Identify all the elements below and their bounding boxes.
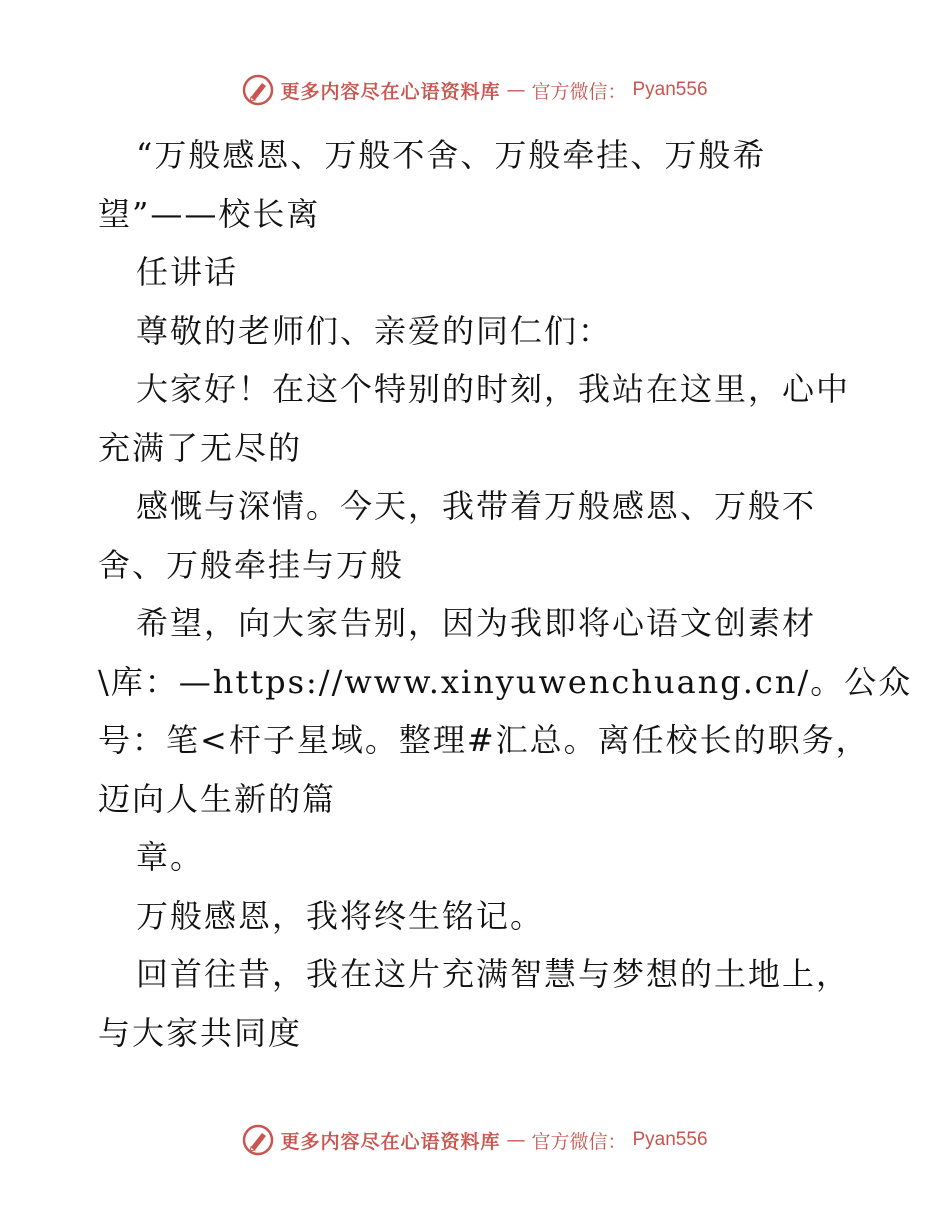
watermark-dash: —	[506, 1129, 526, 1151]
text-line: \库：—https://www.xinyuwenchuang.cn/。公众	[98, 662, 913, 701]
text-line: 希望，向大家告别，因为我即将心语文创素材	[136, 604, 817, 642]
watermark-dash: —	[506, 79, 526, 101]
header-watermark	[0, 70, 950, 110]
watermark-sub-text: 官方微信：	[531, 80, 627, 103]
text-line: 回首往昔，我在这片充满智慧与梦想的土地上，	[136, 955, 851, 993]
text-line: 舍、万般牵挂与万般	[98, 545, 405, 584]
text-line: 尊敬的老师们、亲爱的同仁们：	[136, 311, 613, 350]
pen-logo-icon	[242, 1124, 274, 1156]
watermark-main-text: 更多内容尽在心语资料库	[280, 1130, 501, 1153]
document-body	[98, 126, 913, 1062]
pen-logo-icon	[242, 74, 274, 106]
watermark-main-text: 更多内容尽在心语资料库	[280, 80, 501, 103]
watermark-wechat-id: Pyan556	[632, 1129, 708, 1150]
text-line: “万般感恩、万般不舍、万般牵挂、万般希	[136, 136, 767, 174]
watermark-wechat-id: Pyan556	[632, 79, 708, 100]
text-line: 望”——校长离	[98, 194, 321, 233]
text-line: 与大家共同度	[98, 1013, 303, 1052]
footer-watermark	[0, 1120, 950, 1160]
text-line: 充满了无尽的	[98, 428, 303, 467]
watermark-sub-text: 官方微信：	[531, 1130, 627, 1153]
text-line: 万般感恩，我将终生铭记。	[136, 896, 545, 935]
text-line: 任讲话	[136, 253, 239, 291]
watermark	[242, 74, 707, 106]
text-line: 号：笔<杆子星域。整理#汇总。离任校长的职务，	[98, 721, 870, 759]
watermark	[242, 1124, 707, 1156]
text-line: 大家好！在这个特别的时刻，我站在这里，心中	[136, 370, 851, 408]
text-line: 章。	[136, 838, 205, 876]
text-line: 迈向人生新的篇	[98, 779, 337, 818]
text-line: 感慨与深情。今天，我带着万般感恩、万般不	[136, 487, 817, 525]
